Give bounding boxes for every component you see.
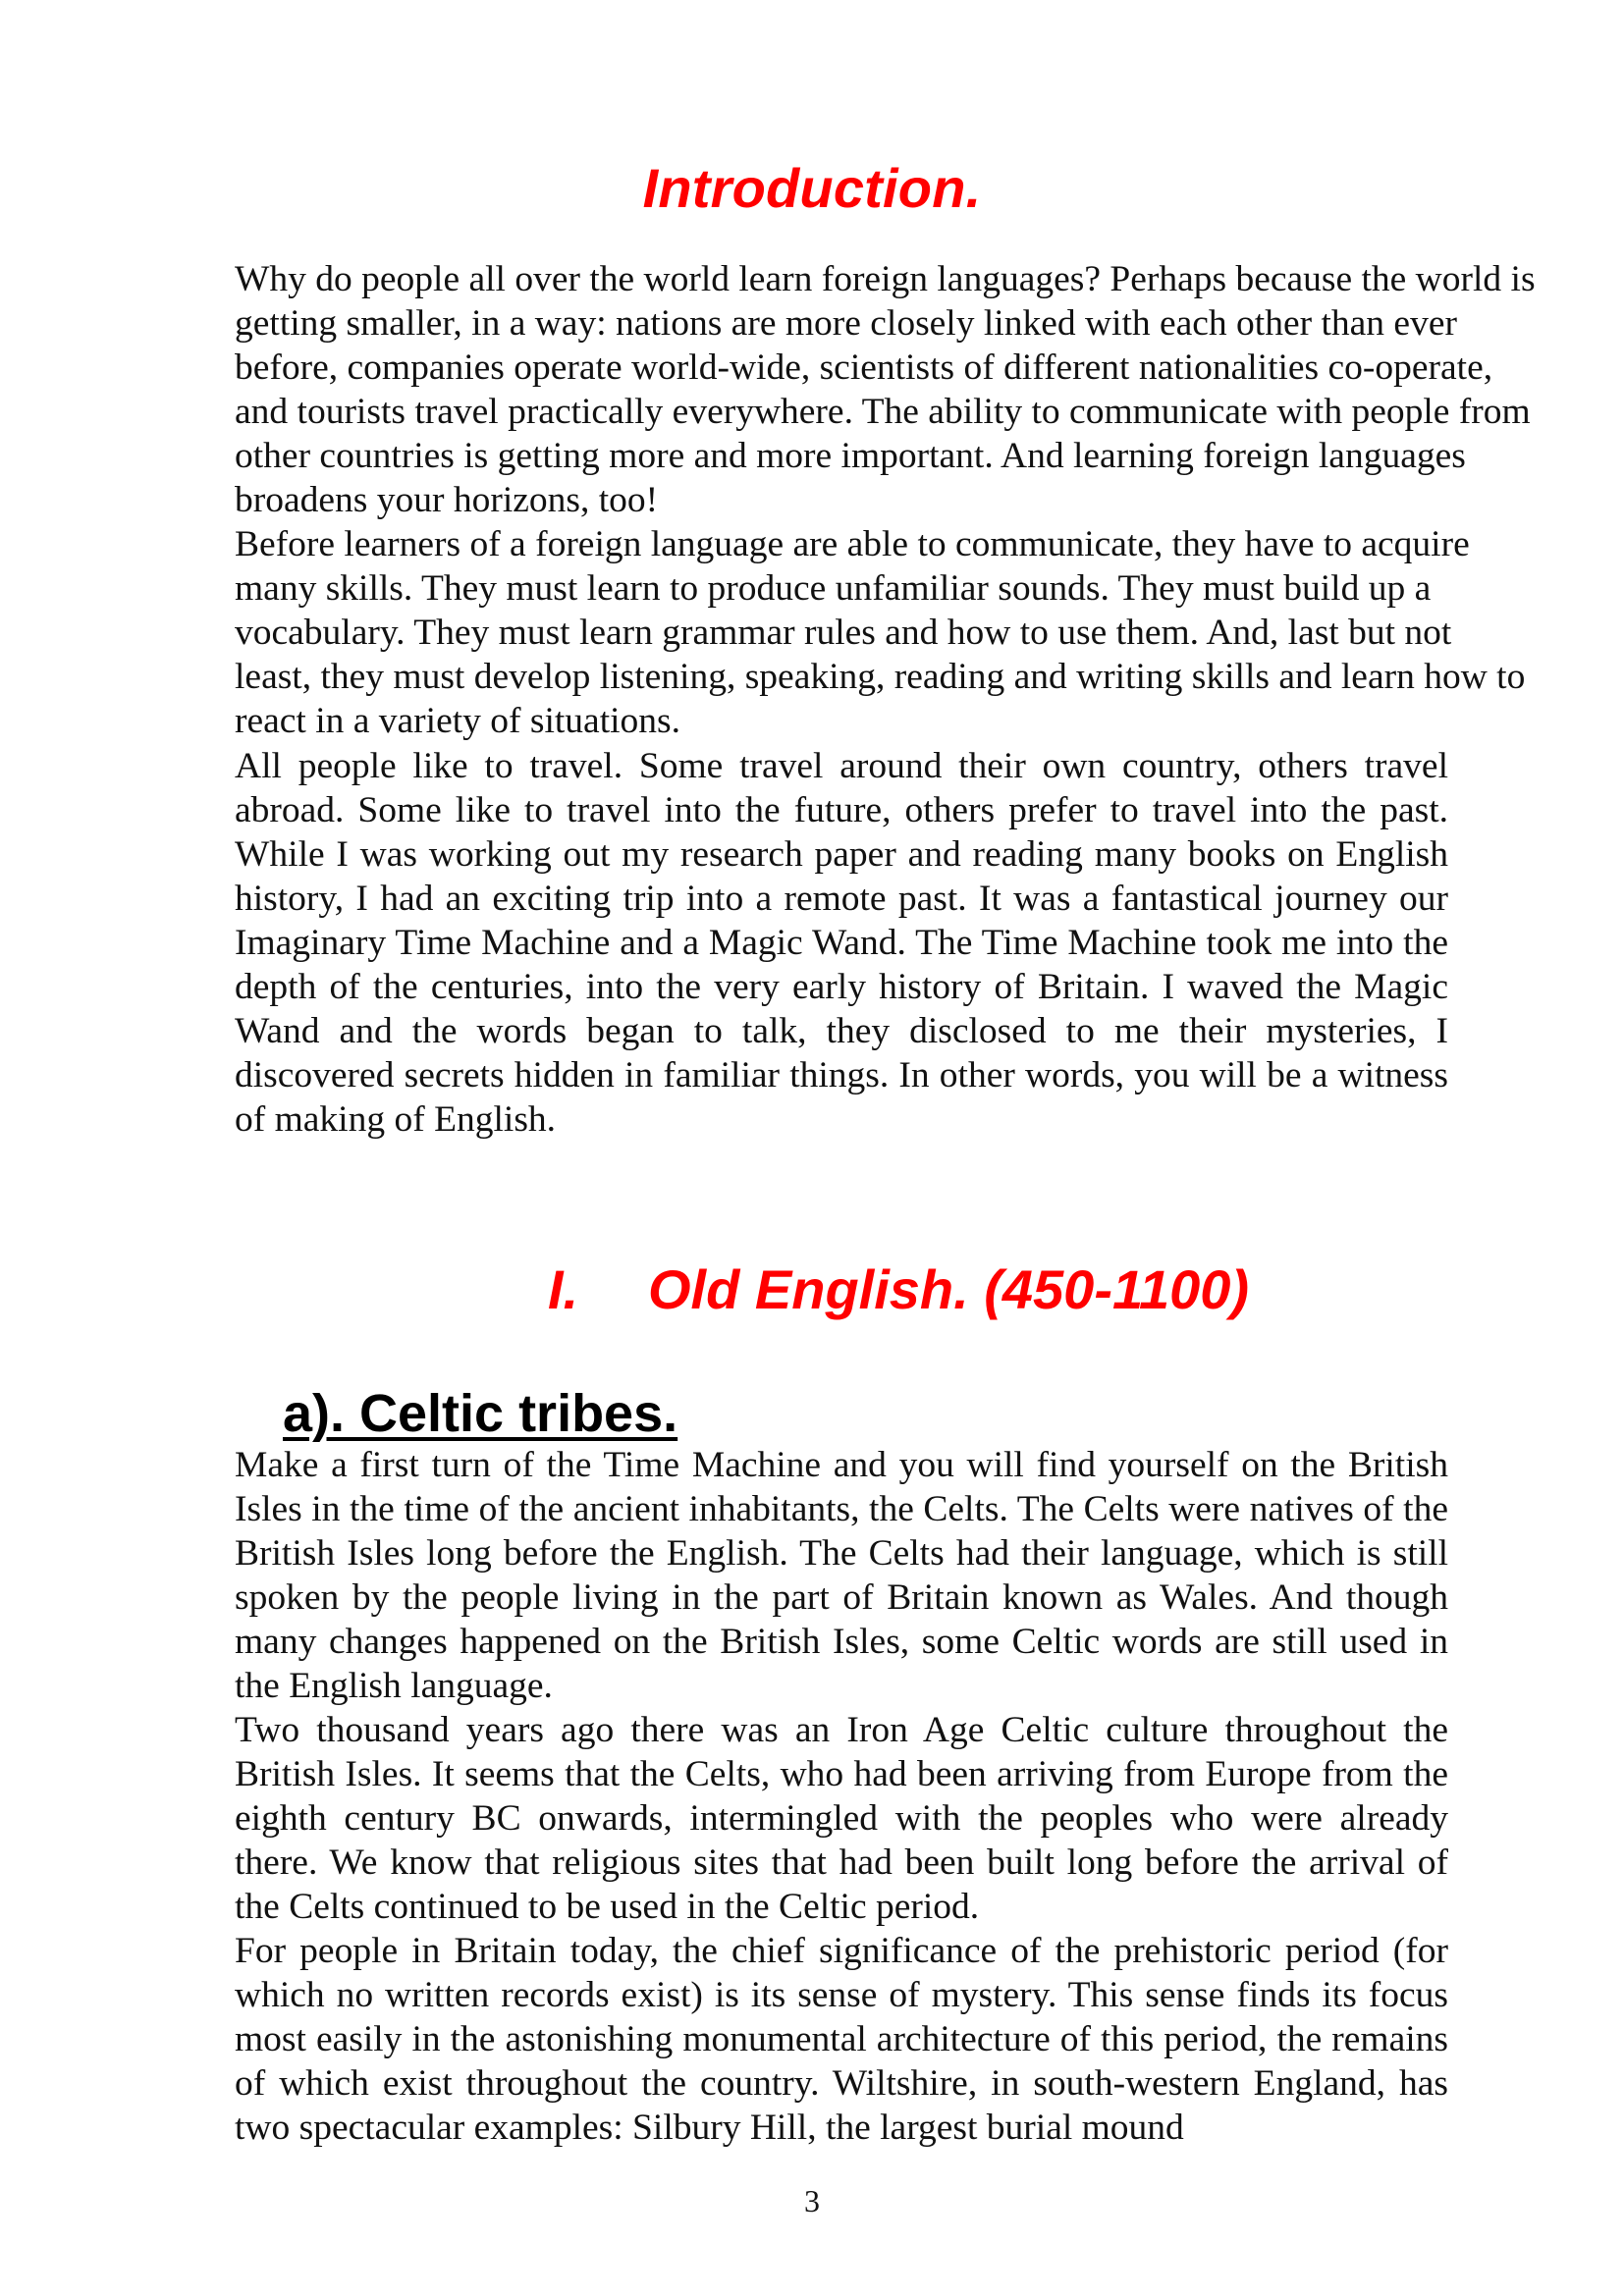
page-title: Introduction. — [642, 157, 982, 219]
page-number: 3 — [804, 2183, 820, 2218]
section-heading: a). Celtic tribes. — [283, 1384, 678, 1443]
history-paragraph: All people like to travel. Some travel around their own country, others travel abroad. Some like to travel into the future, others prefer to travel into the past. While I was working out my research paper and reading many books on English history, I had an exciting trip into a remote past. It was a fantastical journey our Imaginary Time Machine and a Magic Wand. The Time Machine took me into the depth of the centuries, into the very early history of Britain. I waved the Magic Wand and the words began to talk, they disclosed to me their mysteries, I discovered secrets hidden in familiar things. In other words, you will be a witness of making of English. — [235, 746, 1448, 1140]
history-section — [235, 744, 1448, 1142]
section-paragraph: For people in Britain today, the chief significance of the prehistoric period (for which no written records exist) is its sense of mystery. This sense finds its focus most easily in the astonishing monumental architecture of this period, the remains of which exist throughout the country. Wiltshire, in south-western England, has two spectacular examples: Silbury Hill, the largest burial mound — [235, 1931, 1448, 2148]
intro-paragraph: Why do people all over the world learn foreign languages? Perhaps because the world is getting smaller, in a way: nations are more closely linked with each other than ever before, companies operate world-wide, scientists of different nationalities co-operate, and tourists travel practically everywhere. The ability to communicate with people from other countries is getting more and more important. And learning foreign languages broadens your horizons, too! — [235, 259, 1536, 520]
intro-section — [235, 257, 1537, 743]
chapter-title: Old English. (450-1100) — [648, 1258, 1250, 1320]
chapter-number: I. — [548, 1258, 579, 1320]
celtic-tribes-section — [235, 1443, 1448, 2150]
section-paragraph: Two thousand years ago there was an Iron Age Celtic culture throughout the British Isles. It seems that the Celts, who had been arriving from Europe from the eighth century BC onwards, intermingled with the peoples who were already there. We know that religious sites that had been built long before the arrival of the Celts continued to be used in the Celtic period. — [235, 1710, 1448, 1927]
intro-paragraph: Before learners of a foreign language are able to communicate, they have to acquire many skills. They must learn to produce unfamiliar sounds. They must build up a vocabulary. They must learn grammar rules and how to use them. And, last but not least, they must develop listening, speaking, reading and writing skills and learn how to react in a variety of situations. — [235, 524, 1526, 741]
section-paragraph: Make a first turn of the Time Machine and you will find yourself on the British Isles in the time of the ancient inhabitants, the Celts. The Celts were natives of the British Isles long before the English. The Celts had their language, which is still spoken by the people living in the part of Britain known as Wales. And though many changes happened on the British Isles, some Celtic words are still used in the English language. — [235, 1445, 1448, 1706]
